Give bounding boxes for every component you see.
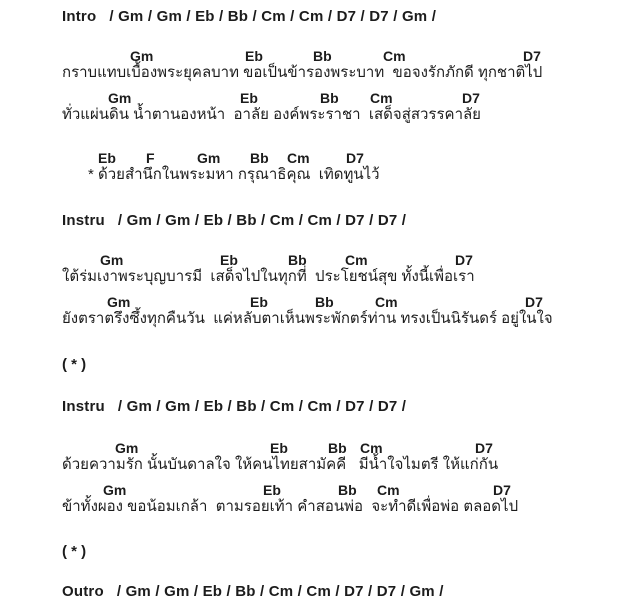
intro-label: Intro [62,8,97,25]
chord-gm: Gm [130,48,154,64]
verse1-line1-lyric: กราบแทบเบื้องพระยุคลบาท ขอเป็นข้ารองพระบาท ขอจงรักภักดี ทุกชาติไป [62,64,543,81]
verse1-line2-lyric: ทั่วแผ่นดิน น้ำตานองหน้า อาลัย องค์พระราชา เสด็จสู่สวรรคาลัย [62,106,481,123]
chorus-line-lyric: * ด้วยสำนึกในพระมหา กรุณาธิคุณ เทิดทูนไว้ [88,166,380,183]
chord-gm: Gm [115,440,139,456]
chord-eb: Eb [98,150,116,166]
chord-bb: Bb [328,440,347,456]
chord-d7: D7 [523,48,541,64]
chord-bb: Bb [313,48,332,64]
chord-cm: Cm [370,90,393,106]
outro-label: Outro [62,583,104,600]
chord-bb: Bb [338,482,357,498]
chord-eb: Eb [263,482,281,498]
chord-gm: Gm [108,90,132,106]
repeat-chorus-1: ( * ) [62,356,87,373]
chord-cm: Cm [375,294,398,310]
intro-line [62,7,436,27]
chord-eb: Eb [240,90,258,106]
instru-1-chord-run: / Gm / Gm / Eb / Bb / Cm / Cm / D7 / D7 / [117,212,407,229]
chord-d7: D7 [462,90,480,106]
chord-eb: Eb [245,48,263,64]
chord-cm: Cm [287,150,310,166]
chord-eb: Eb [270,440,288,456]
intro-chord-run: / Gm / Gm / Eb / Bb / Cm / Cm / D7 / D7 / Gm / [109,8,437,25]
chord-gm: Gm [107,294,131,310]
chord-cm: Cm [345,252,368,268]
outro-chord-run: / Gm / Gm / Eb / Bb / Cm / Cm / D7 / D7 / Gm / [116,583,444,600]
verse3-line2-lyric: ข้าทั้งผอง ขอน้อมเกล้า ตามรอยเท้า คำสอนพ่อ จะทำดีเพื่อพ่อ ตลอดไป [62,498,519,515]
chord-f: F [146,150,155,166]
chord-gm: Gm [197,150,221,166]
chord-cm: Cm [377,482,400,498]
instru-1-label: Instru [62,212,105,229]
chord-d7: D7 [455,252,473,268]
instru-1-line [62,211,406,231]
chord-gm: Gm [100,252,124,268]
instru-2-line [62,397,406,417]
chord-cm: Cm [383,48,406,64]
instru-2-chord-run: / Gm / Gm / Eb / Bb / Cm / Cm / D7 / D7 / [117,398,407,415]
chord-d7: D7 [525,294,543,310]
chord-d7: D7 [346,150,364,166]
chord-bb: Bb [320,90,339,106]
chord-eb: Eb [250,294,268,310]
verse3-line1-lyric: ด้วยความรัก นั้นบันดาลใจ ให้คนไทยสามัคคี มีน้ำใจไมตรี ให้แก่กัน [62,456,499,473]
chord-gm: Gm [103,482,127,498]
chord-d7: D7 [493,482,511,498]
instru-2-label: Instru [62,398,105,415]
chord-eb: Eb [220,252,238,268]
chord-cm: Cm [360,440,383,456]
repeat-chorus-2: ( * ) [62,543,87,560]
verse2-line1-lyric: ใต้ร่มเงาพระบุญบารมี เสด็จไปในทุกที่ ประโยชน์สุข ทั้งนี้เพื่อเรา [62,268,475,285]
chord-d7: D7 [475,440,493,456]
chord-bb: Bb [315,294,334,310]
chord-bb: Bb [288,252,307,268]
outro-line [62,582,444,602]
chord-bb: Bb [250,150,269,166]
verse2-line2-lyric: ยังตราตรึงซึ้งทุกคืนวัน แค่หลับตาเห็นพระพักตร์ท่าน ทรงเป็นนิรันดร์ อยู่ในใจ [62,310,553,327]
